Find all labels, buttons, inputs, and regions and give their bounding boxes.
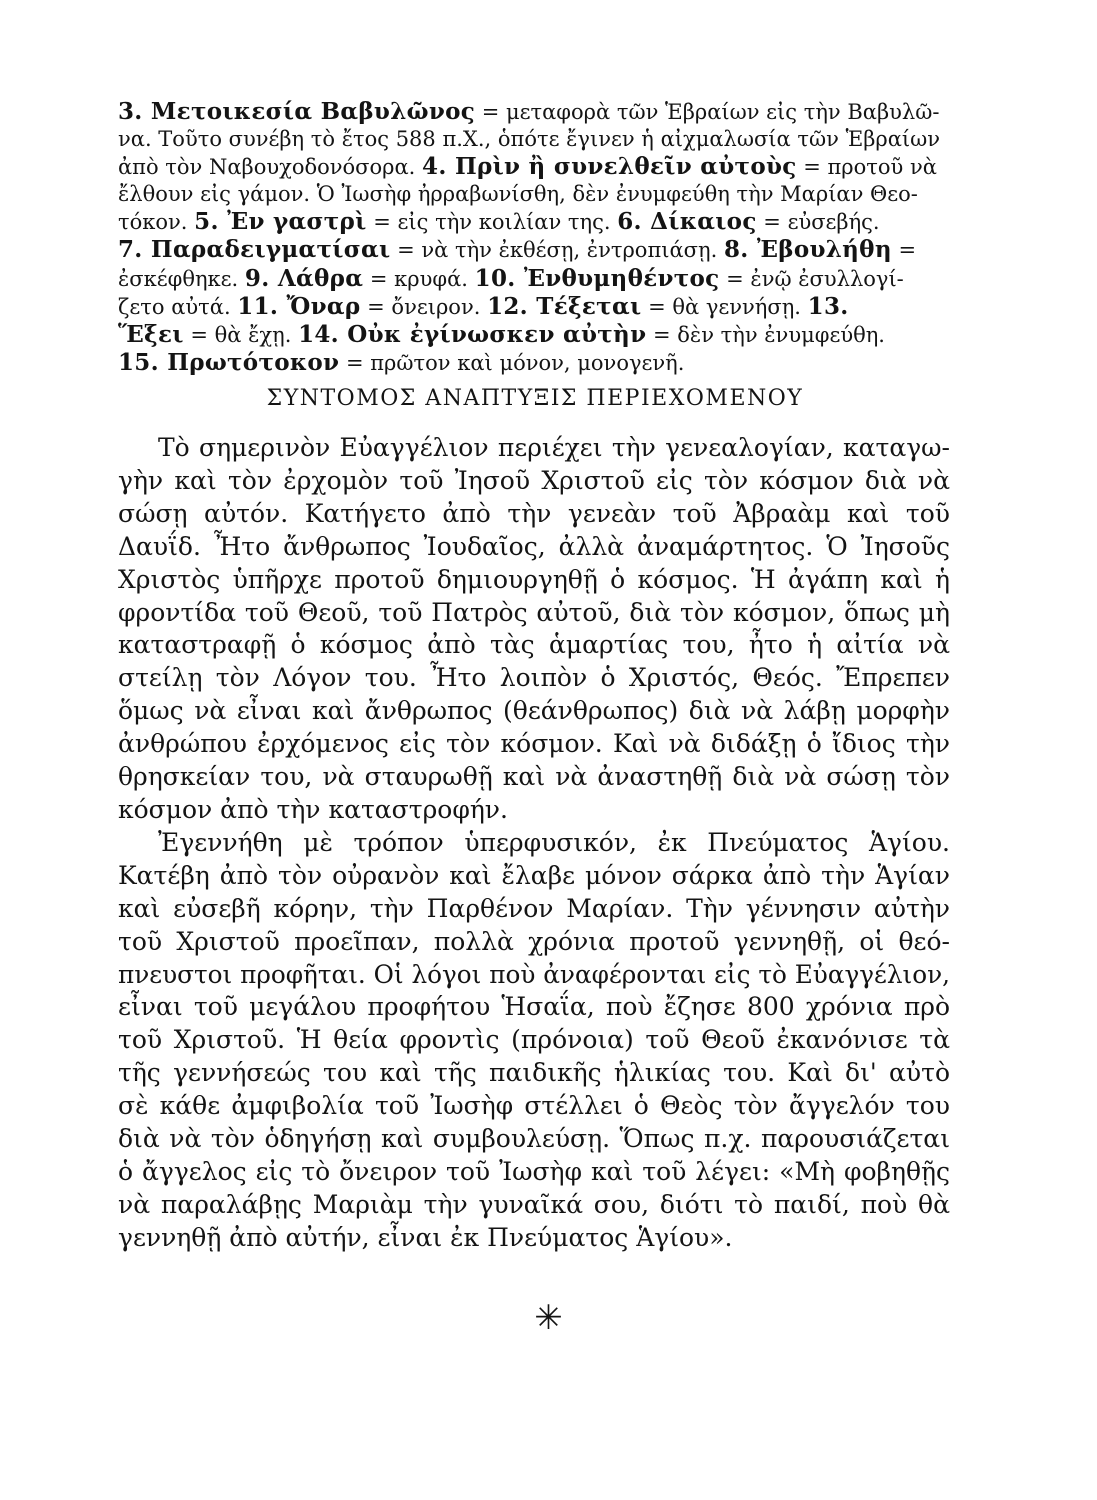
text-line-content: τοῦ Χριστοῦ προεῖπαν, πολλὰ χρόνια προτοῦ γεννηθῇ, οἱ θεό-	[118, 926, 950, 956]
text-line	[118, 564, 950, 597]
text-line	[118, 926, 950, 959]
asterisk-ornament: ✳	[534, 1298, 563, 1338]
text-line	[118, 531, 950, 564]
text-line-content: νὰ παραλάβῃς Μαριὰμ τὴν γυναῖκά σου, διότι τὸ παιδί, ποὺ θὰ	[118, 1189, 950, 1219]
text-line-content: ἀνθρώπου ἐρχόμενος εἰς τὸν κόσμον. Καὶ νὰ διδάξῃ ὁ ἴδιος τὴν	[118, 729, 950, 759]
text-line-content: ὁ ἄγγελος εἰς τὸ ὄνειρον τοῦ Ἰωσὴφ καὶ τοῦ λέγει: «Μὴ φοβηθῇς	[118, 1156, 950, 1186]
text-line-content: Ἐγεννήθη μὲ τρόπον ὑπερφυσικόν, ἐκ Πνεύματος Ἁγίου.	[158, 827, 950, 857]
glossary-definition: =	[891, 238, 917, 263]
text-line	[118, 695, 950, 728]
glossary-term: 10. Ἐνθυμηθέντος	[474, 264, 720, 292]
glossary-term: 4. Πρὶν ἢ συνελθεῖν αὐτοὺς	[422, 153, 797, 181]
text-line	[118, 662, 950, 695]
glossary-line	[118, 293, 948, 321]
glossary-definition: ἔλθουν εἰς γάμον. Ὁ Ἰωσὴφ ἠρραβωνίσθη, δὲν ἐνυμφεύθη τὴν Μαρίαν Θεο-	[118, 182, 918, 207]
text-line-content: πνευστοι προφῆται. Οἱ λόγοι ποὺ ἀναφέρονται εἰς τὸ Εὐαγγέλιον,	[118, 959, 950, 989]
text-line	[118, 1189, 950, 1222]
text-line-content: σὲ κάθε ἀμφιβολία τοῦ Ἰωσὴφ στέλλει ὁ Θεὸς τὸν ἄγγελόν του	[118, 1091, 950, 1121]
text-line	[118, 1222, 950, 1255]
summary-text	[118, 432, 950, 1255]
text-line-content: ὅμως νὰ εἶναι καὶ ἄνθρωπος (θεάνθρωπος) διὰ νὰ λάβῃ μορφὴν	[118, 696, 950, 726]
glossary-definition: = θὰ ἔχῃ.	[183, 322, 299, 347]
glossary-line	[118, 349, 948, 377]
text-line	[118, 893, 950, 926]
text-line	[118, 465, 950, 498]
glossary-term: 9. Λάθρα	[244, 264, 364, 292]
text-line-content: Τὸ σημερινὸν Εὐαγγέλιον περιέχει τὴν γενεαλογίαν, καταγω-	[158, 433, 950, 462]
text-line	[118, 1024, 950, 1057]
text-line-content: γὴν καὶ τὸν ἐρχομὸν τοῦ Ἰησοῦ Χριστοῦ εἰς τὸν κόσμον διὰ νὰ	[118, 465, 950, 495]
text-line	[118, 1123, 950, 1156]
glossary-term: 7. Παραδειγματίσαι	[118, 236, 391, 264]
text-line-content: τῆς γεννήσεώς του καὶ τῆς παιδικῆς ἡλικίας του. Καὶ δι' αὐτὸ	[118, 1058, 950, 1088]
glossary-definition: = εἰς τὴν κοιλίαν της.	[366, 210, 618, 235]
glossary-definition: = ἐνῷ ἐσυλλογί-	[719, 266, 904, 291]
glossary-line	[118, 265, 948, 293]
glossary-line	[118, 126, 948, 153]
text-line	[118, 991, 950, 1024]
text-line-content: Κατέβη ἀπὸ τὸν οὐρανὸν καὶ ἔλαβε μόνον σάρκα ἀπὸ τὴν Ἁγίαν	[118, 860, 950, 890]
text-line-content: καταστραφῇ ὁ κόσμος ἀπὸ τὰς ἁμαρτίας του, ἦτο ἡ αἰτία νὰ	[118, 630, 950, 660]
text-line-content: Δαυΐδ. Ἦτο ἄνθρωπος Ἰουδαῖος, ἀλλὰ ἀναμάρτητος. Ὁ Ἰησοῦς	[118, 531, 950, 561]
glossary-definition: ἐσκέφθηκε.	[118, 266, 245, 291]
text-line	[118, 597, 950, 630]
text-line-content: φροντίδα τοῦ Θεοῦ, τοῦ Πατρὸς αὐτοῦ, διὰ τὸν κόσμον, ὅπως μὴ	[118, 597, 950, 627]
text-line-content: σώσῃ αὐτόν. Κατήγετο ἀπὸ τὴν γενεὰν τοῦ Ἀβραὰμ καὶ τοῦ	[118, 498, 950, 528]
text-line	[118, 629, 950, 662]
glossary-definition: = κρυφά.	[363, 266, 475, 291]
glossary-line	[118, 208, 948, 236]
glossary-definition: να. Τοῦτο συνέβη τὸ ἔτος 588 π.Χ., ὁπότε ἔγινεν ἡ αἰχμαλωσία τῶν Ἑβραίων	[118, 127, 941, 152]
text-line	[118, 498, 950, 531]
text-line	[118, 1090, 950, 1123]
glossary-definition: = δὲν τὴν ἐνυμφεύθη.	[646, 322, 885, 347]
text-line	[118, 728, 950, 761]
text-line	[118, 1156, 950, 1189]
glossary-term: 11. Ὄναρ	[237, 292, 361, 320]
glossary-term: 15. Πρωτότοκον	[118, 348, 340, 376]
glossary-definition: = θὰ γεννήσῃ.	[641, 294, 808, 319]
text-line	[118, 959, 950, 992]
glossary-term: 14. Οὐκ ἐγίνωσκεν αὐτὴν	[298, 320, 647, 348]
glossary-line	[118, 321, 948, 349]
glossary-term: 8. Ἐβουλήθη	[723, 236, 892, 264]
glossary-definition: = προτοῦ νὰ	[796, 155, 937, 180]
text-line	[118, 432, 950, 465]
text-line-content: τοῦ Χριστοῦ. Ἡ θεία φροντὶς (πρόνοια) τοῦ Θεοῦ ἐκανόνισε τὰ	[118, 1025, 950, 1055]
text-line-content: καὶ εὐσεβῆ κόρην, τὴν Παρθένον Μαρίαν. Τὴν γέννησιν αὐτὴν	[118, 893, 950, 923]
glossary-line	[118, 98, 948, 126]
glossary-definition: τόκον.	[118, 210, 195, 235]
glossary-term: Ἕξει	[118, 320, 184, 348]
glossary-definition: = μεταφορὰ τῶν Ἑβραίων εἰς τὴν Βαβυλῶ-	[475, 100, 940, 124]
glossary-definition: = εὐσεβής.	[756, 210, 880, 235]
text-line	[118, 794, 950, 827]
glossary-term: 5. Ἐν γαστρὶ	[194, 208, 367, 236]
text-line-content: γεννηθῇ ἀπὸ αὐτήν, εἶναι ἐκ Πνεύματος Ἁγίου».	[118, 1222, 733, 1252]
text-line-content: κόσμον ἀπὸ τὴν καταστροφήν.	[118, 794, 508, 824]
text-line-content: εἶναι τοῦ μεγάλου προφήτου Ἡσαΐα, ποὺ ἔζησε 800 χρόνια πρὸ	[118, 992, 950, 1022]
text-line	[118, 761, 950, 794]
glossary-line	[118, 236, 948, 264]
text-line-content: στείλῃ τὸν Λόγον του. Ἦτο λοιπὸν ὁ Χριστός, Θεός. Ἔπρεπεν	[118, 663, 950, 693]
glossary-definition: = νὰ τὴν ἐκθέσῃ, ἐντροπιάσῃ.	[390, 238, 724, 263]
glossary-notes	[118, 98, 948, 377]
glossary-definition: = πρῶτον καὶ μόνον, μονογενῆ.	[339, 350, 685, 375]
text-line-content: Χριστὸς ὑπῆρχε προτοῦ δημιουργηθῇ ὁ κόσμος. Ἡ ἀγάπη καὶ ἡ	[118, 564, 950, 594]
text-line	[118, 827, 950, 860]
glossary-line	[118, 181, 948, 208]
text-line	[118, 860, 950, 893]
text-line-content: θρησκείαν του, νὰ σταυρωθῇ καὶ νὰ ἀναστηθῇ διὰ νὰ σώσῃ τὸν	[118, 762, 950, 792]
text-line-content: διὰ νὰ τὸν ὁδηγήσῃ καὶ συμβουλεύσῃ. Ὅπως π.χ. παρουσιάζεται	[118, 1124, 950, 1154]
glossary-line	[118, 153, 948, 181]
glossary-term: 12. Τέξεται	[487, 292, 642, 320]
glossary-term: 13.	[807, 292, 849, 320]
section-heading: ΣΥΝΤΟΜΟΣ ΑΝΑΠΤΥΞΙΣ ΠΕΡΙΕΧΟΜΕΝΟΥ	[266, 386, 804, 411]
glossary-term: 6. Δίκαιος	[617, 208, 757, 236]
glossary-definition: ἀπὸ τὸν Ναβουχοδονόσορα.	[118, 155, 423, 180]
glossary-definition: = ὄνειρον.	[360, 294, 488, 319]
text-line	[118, 1057, 950, 1090]
glossary-term: 3. Μετοικεσία Βαβυλῶνος	[118, 98, 476, 125]
glossary-definition: ζετο αὐτά.	[118, 294, 238, 319]
